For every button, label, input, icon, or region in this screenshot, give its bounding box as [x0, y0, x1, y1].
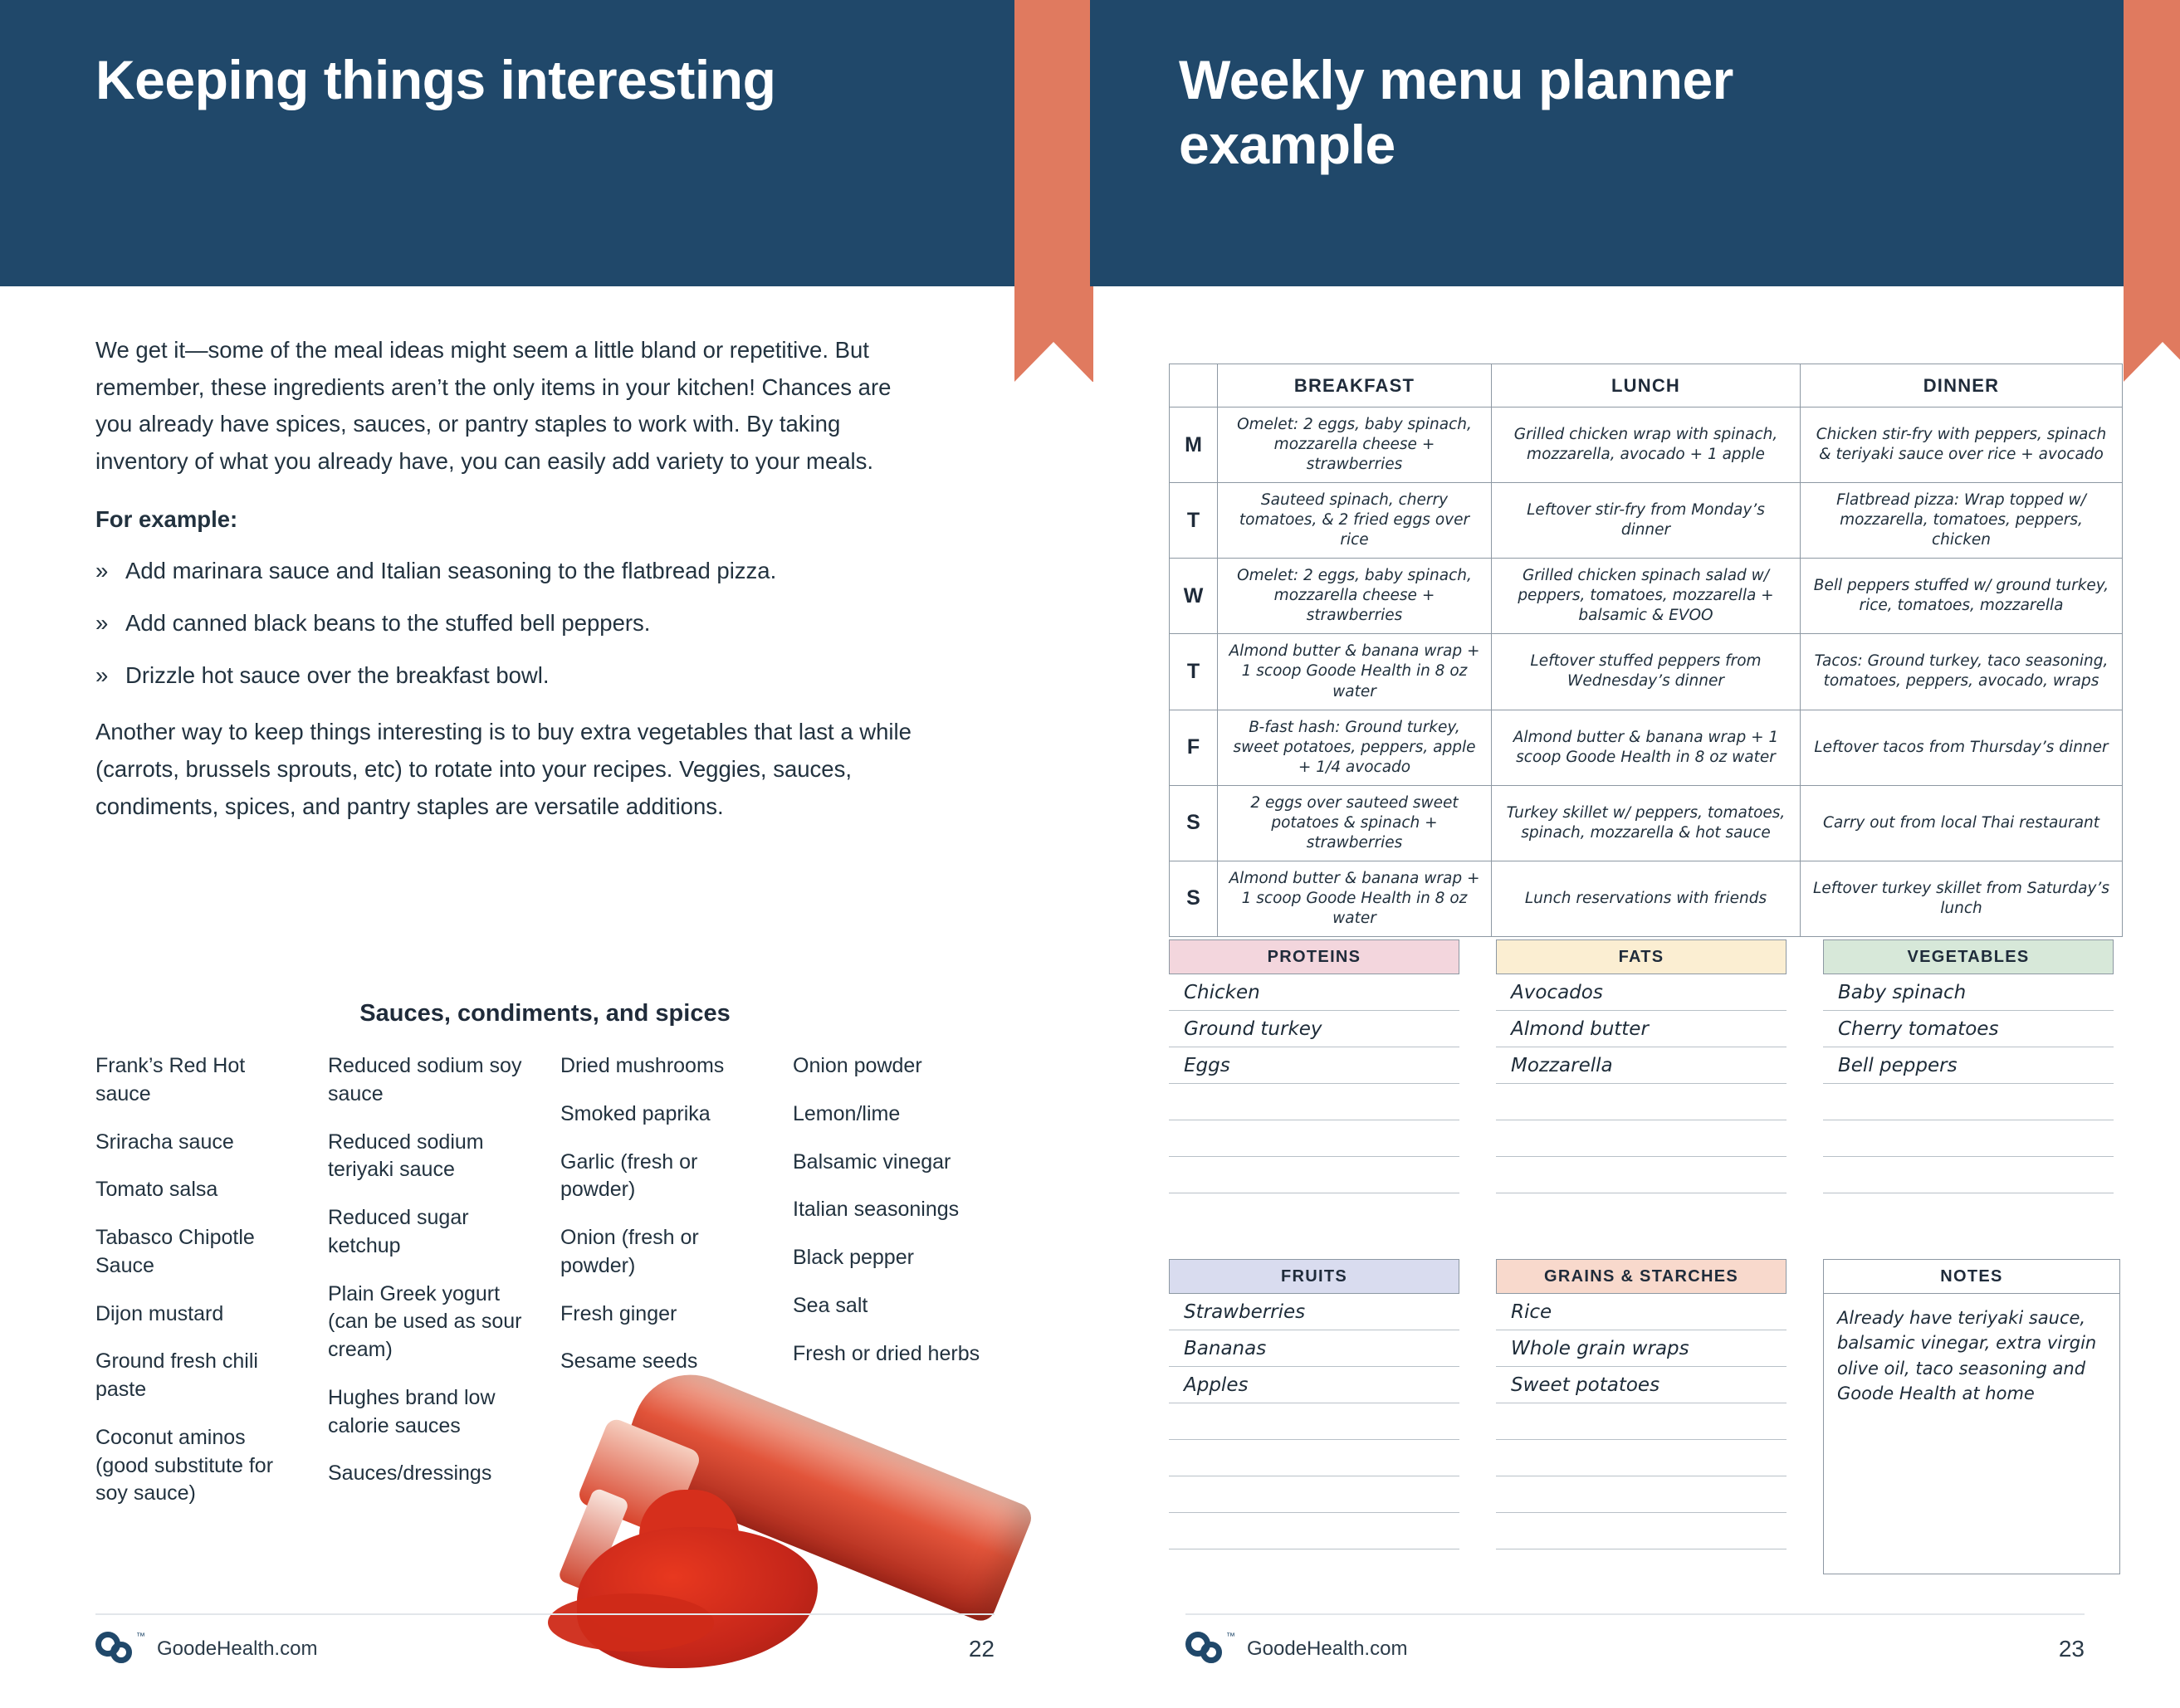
- meal-cell-breakfast: Sauteed spinach, cherry tomatoes, & 2 fried eggs over rice: [1218, 483, 1492, 559]
- column-header-dinner: DINNER: [1801, 364, 2123, 407]
- right-footer: [1185, 1613, 2085, 1668]
- sauce-item: Frank’s Red Hot sauce: [95, 1054, 246, 1105]
- list-item[interactable]: Mozzarella: [1496, 1047, 1787, 1084]
- right-page-title: Weekly menu planner example: [1179, 49, 1733, 175]
- sauce-item: Sriracha sauce: [95, 1130, 234, 1154]
- left-header-band: [0, 0, 1014, 286]
- sauces-column-2: [328, 1052, 527, 1528]
- day-label: F: [1170, 710, 1218, 785]
- list-item[interactable]: Avocados: [1496, 974, 1787, 1011]
- column-header-breakfast: BREAKFAST: [1218, 364, 1492, 407]
- proteins-lines: [1169, 974, 1459, 1193]
- footer-site-label: GoodeHealth.com: [1247, 1637, 1408, 1660]
- meal-cell-lunch: Grilled chicken wrap with spinach, mozzarella, avocado + 1 apple: [1492, 407, 1801, 483]
- sauce-item: Hughes brand low calorie sauces: [328, 1385, 496, 1437]
- logo-circle-right: [1200, 1642, 1222, 1663]
- sauce-item: Tomato salsa: [95, 1178, 218, 1202]
- list-item[interactable]: [1496, 1157, 1787, 1193]
- table-row: [1170, 559, 2123, 634]
- table-row: [1170, 710, 2123, 785]
- sauce-item: Tabasco Chipotle Sauce: [95, 1226, 255, 1277]
- list-item[interactable]: [1169, 1403, 1459, 1440]
- sauce-item: Reduced sugar ketchup: [328, 1206, 469, 1257]
- sauce-item: Black pepper: [793, 1246, 914, 1269]
- list-item[interactable]: Eggs: [1169, 1047, 1459, 1084]
- list-item[interactable]: Ground turkey: [1169, 1011, 1459, 1047]
- goode-health-logo-icon: [95, 1630, 145, 1668]
- meal-cell-lunch: Lunch reservations with friends: [1492, 861, 1801, 936]
- list-item[interactable]: [1169, 1476, 1459, 1513]
- meal-cell-lunch: Turkey skillet w/ peppers, tomatoes, spinach, mozzarella & hot sauce: [1492, 785, 1801, 861]
- sauce-item: Sauces/dressings: [328, 1462, 492, 1486]
- sauce-item: Fresh ginger: [560, 1301, 677, 1325]
- footer-site-label: GoodeHealth.com: [157, 1637, 318, 1660]
- meal-cell-breakfast: Almond butter & banana wrap + 1 scoop Goode Health in 8 oz water: [1218, 861, 1492, 936]
- day-label: T: [1170, 634, 1218, 710]
- day-label: M: [1170, 407, 1218, 483]
- list-item: [95, 658, 913, 692]
- grains-lines: [1496, 1294, 1787, 1549]
- category-box-vegetables: [1823, 939, 2114, 1193]
- meal-cell-breakfast: Omelet: 2 eggs, baby spinach, mozzarella cheese + strawberries: [1218, 407, 1492, 483]
- list-item[interactable]: [1496, 1440, 1787, 1476]
- list-item[interactable]: Almond butter: [1496, 1011, 1787, 1047]
- list-item[interactable]: Baby spinach: [1823, 974, 2114, 1011]
- closing-paragraph: Another way to keep things interesting is to buy extra vegetables that last a while (carrots, brussels sprouts, etc) to rotate into your recipes. Veggies, sauces, condiments, spices, and pantry staples are versatile additions.: [95, 719, 912, 819]
- list-item[interactable]: [1169, 1120, 1459, 1157]
- meal-cell-breakfast: Omelet: 2 eggs, baby spinach, mozzarella cheese + strawberries: [1218, 559, 1492, 634]
- left-footer: [95, 1613, 995, 1668]
- sauce-item: Dijon mustard: [95, 1301, 224, 1325]
- right-header-accent-notch: [2124, 0, 2180, 382]
- left-header-accent-notch: [1014, 0, 1093, 382]
- vegetables-lines: [1823, 974, 2114, 1193]
- list-item[interactable]: Sweet potatoes: [1496, 1367, 1787, 1403]
- category-box-fruits: [1169, 1259, 1459, 1549]
- notes-box: [1823, 1259, 2120, 1574]
- list-item[interactable]: [1823, 1157, 2114, 1193]
- category-box-proteins: [1169, 939, 1459, 1193]
- meal-cell-dinner: Tacos: Ground turkey, taco seasoning, tomatoes, peppers, avocado, wraps: [1801, 634, 2123, 710]
- list-item[interactable]: [1823, 1084, 2114, 1120]
- right-page: [1090, 0, 2180, 1708]
- meal-cell-dinner: Flatbread pizza: Wrap topped w/ mozzarella, tomatoes, peppers, chicken: [1801, 483, 2123, 559]
- sauce-item: Fresh or dried herbs: [793, 1341, 980, 1365]
- weekly-menu-planner-table: [1169, 364, 2123, 937]
- table-row: [1170, 407, 2123, 483]
- chevron-right-icon: »: [95, 557, 109, 583]
- list-item[interactable]: [1496, 1120, 1787, 1157]
- list-item[interactable]: Strawberries: [1169, 1294, 1459, 1330]
- sauce-item: Onion powder: [793, 1054, 922, 1077]
- for-example-label: For example:: [95, 506, 238, 533]
- table-corner-cell: [1170, 364, 1218, 407]
- category-title-grains: GRAINS & STARCHES: [1496, 1259, 1787, 1294]
- meal-cell-lunch: Leftover stuffed peppers from Wednesday’s dinner: [1492, 634, 1801, 710]
- meal-cell-dinner: Carry out from local Thai restaurant: [1801, 785, 2123, 861]
- list-item: [95, 554, 913, 588]
- goode-health-logo-icon: [1185, 1630, 1235, 1668]
- list-item[interactable]: [1496, 1403, 1787, 1440]
- meal-cell-dinner: Leftover tacos from Thursday’s dinner: [1801, 710, 2123, 785]
- list-item[interactable]: Cherry tomatoes: [1823, 1011, 2114, 1047]
- trademark-icon: ™: [136, 1632, 145, 1642]
- sauce-item: Smoked paprika: [560, 1101, 711, 1125]
- page-number: 23: [2058, 1636, 2085, 1662]
- list-item[interactable]: Bananas: [1169, 1330, 1459, 1367]
- meal-cell-breakfast: 2 eggs over sauteed sweet potatoes & spinach + strawberries: [1218, 785, 1492, 861]
- meal-cell-breakfast: Almond butter & banana wrap + 1 scoop Goode Health in 8 oz water: [1218, 634, 1492, 710]
- list-item[interactable]: Apples: [1169, 1367, 1459, 1403]
- chevron-right-icon: »: [95, 662, 109, 689]
- sauce-item: Onion (fresh or powder): [560, 1226, 699, 1277]
- meal-cell-dinner: Chicken stir-fry with peppers, spinach & teriyaki sauce over rice + avocado: [1801, 407, 2123, 483]
- list-item[interactable]: Bell peppers: [1823, 1047, 2114, 1084]
- sauce-item: Balsamic vinegar: [793, 1149, 951, 1174]
- fats-lines: [1496, 974, 1787, 1193]
- sauce-item: Sesame seeds: [560, 1349, 698, 1374]
- sauce-item: Coconut aminos (good substitute for soy sauce): [95, 1425, 274, 1505]
- meal-cell-breakfast: B-fast hash: Ground turkey, sweet potatoes, peppers, apple + 1/4 avocado: [1218, 710, 1492, 785]
- category-title-fruits: FRUITS: [1169, 1259, 1459, 1294]
- meal-cell-lunch: Grilled chicken spinach salad w/ peppers, tomatoes, mozzarella + balsamic & EVOO: [1492, 559, 1801, 634]
- category-title-proteins: PROTEINS: [1169, 939, 1459, 974]
- left-page-title: Keeping things interesting: [95, 49, 776, 110]
- fruits-lines: [1169, 1294, 1459, 1549]
- day-label: T: [1170, 483, 1218, 559]
- meal-cell-dinner: Leftover turkey skillet from Saturday’s lunch: [1801, 861, 2123, 936]
- bullet-text: Add marinara sauce and Italian seasoning to the flatbread pizza.: [125, 557, 777, 583]
- list-item[interactable]: Chicken: [1169, 974, 1459, 1011]
- table-row: [1170, 785, 2123, 861]
- sauce-item: Garlic (fresh or powder): [560, 1149, 698, 1202]
- sauces-column-1: [95, 1052, 295, 1528]
- meal-cell-dinner: Bell peppers stuffed w/ ground turkey, rice, tomatoes, mozzarella: [1801, 559, 2123, 634]
- bullet-text: Add canned black beans to the stuffed bell peppers.: [125, 609, 651, 636]
- table-header-row: [1170, 364, 2123, 407]
- list-item[interactable]: [1496, 1513, 1787, 1549]
- category-box-grains-and-starches: [1496, 1259, 1787, 1549]
- logo-circle-right: [110, 1642, 132, 1663]
- sauces-section-title: Sauces, condiments, and spices: [359, 1000, 731, 1027]
- category-title-fats: FATS: [1496, 939, 1787, 974]
- list-item[interactable]: [1169, 1084, 1459, 1120]
- sauce-item: Ground fresh chili paste: [95, 1349, 258, 1401]
- list-item[interactable]: [1496, 1084, 1787, 1120]
- list-item[interactable]: Whole grain wraps: [1496, 1330, 1787, 1367]
- sauce-item: Lemon/lime: [793, 1101, 901, 1125]
- notes-text[interactable]: Already have teriyaki sauce, balsamic vinegar, extra virgin olive oil, taco seasoning and Goode Health at home: [1823, 1294, 2120, 1574]
- sauce-item: Italian seasonings: [793, 1198, 960, 1222]
- chevron-right-icon: »: [95, 609, 109, 636]
- list-item[interactable]: [1496, 1476, 1787, 1513]
- meal-cell-lunch: Almond butter & banana wrap + 1 scoop Goode Health in 8 oz water: [1492, 710, 1801, 785]
- intro-paragraph: We get it—some of the meal ideas might seem a little bland or repetitive. But remember, these ingredients aren’t the only items in your kitchen! Chances are you already have spices, sauces, or pantry staples to work with. By taking inventory of what you already have, you can easily add variety to your meals.: [95, 337, 892, 474]
- trademark-icon: ™: [1226, 1632, 1235, 1642]
- example-bullet-list: [95, 554, 913, 693]
- sauce-item: Plain Greek yogurt (can be used as sour cream): [328, 1281, 522, 1361]
- left-body-copy: [95, 332, 913, 847]
- list-item[interactable]: Rice: [1496, 1294, 1787, 1330]
- list-item[interactable]: [1823, 1120, 2114, 1157]
- meal-cell-lunch: Leftover stir-fry from Monday’s dinner: [1492, 483, 1801, 559]
- category-box-fats: [1496, 939, 1787, 1193]
- day-label: W: [1170, 559, 1218, 634]
- page-number: 22: [968, 1636, 995, 1662]
- list-item: [95, 606, 913, 640]
- table-row: [1170, 861, 2123, 936]
- column-header-lunch: LUNCH: [1492, 364, 1801, 407]
- table-row: [1170, 634, 2123, 710]
- sauce-item: Sea salt: [793, 1293, 868, 1317]
- day-label: S: [1170, 785, 1218, 861]
- list-item[interactable]: [1169, 1513, 1459, 1549]
- list-item[interactable]: [1169, 1440, 1459, 1476]
- table-row: [1170, 483, 2123, 559]
- day-label: S: [1170, 861, 1218, 936]
- bullet-text: Drizzle hot sauce over the breakfast bowl.: [125, 662, 550, 689]
- sauce-item: Reduced sodium teriyaki sauce: [328, 1130, 484, 1182]
- sauce-item: Reduced sodium soy sauce: [328, 1054, 522, 1105]
- category-title-vegetables: VEGETABLES: [1823, 939, 2114, 974]
- list-item[interactable]: [1169, 1157, 1459, 1193]
- sauce-item: Dried mushrooms: [560, 1054, 725, 1077]
- notes-title: NOTES: [1823, 1259, 2120, 1294]
